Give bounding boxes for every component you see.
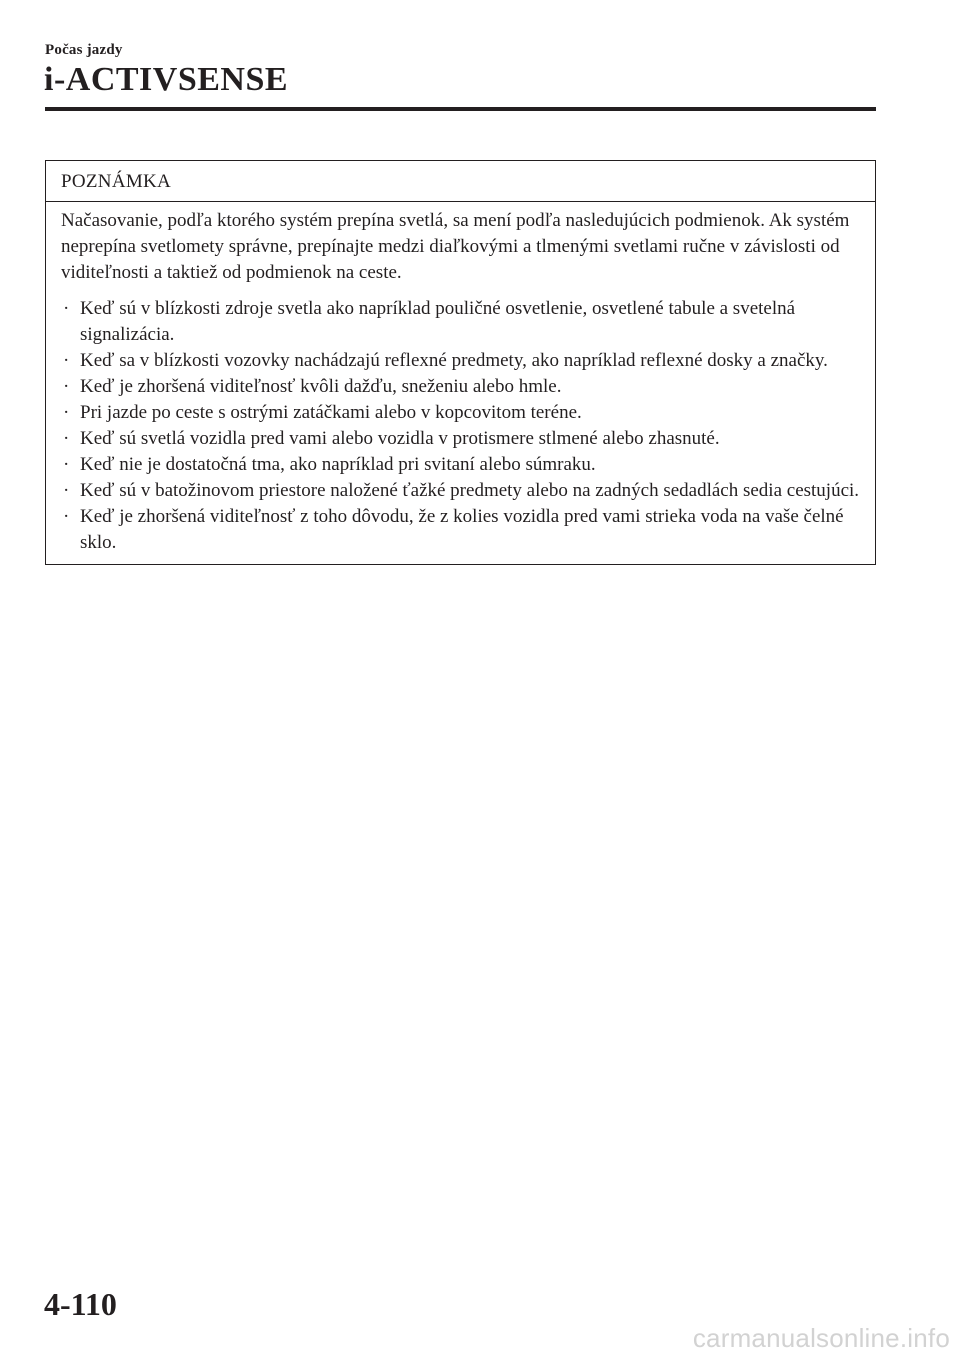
list-item-text: Keď je zhoršená viditeľnosť kvôli dažďu, sneženiu alebo hmle. (80, 376, 562, 397)
list-item-text: Keď sú v blízkosti zdroje svetla ako napríklad pouličné osvetlenie, osvetlené tabule a svetelná signalizácia. (80, 298, 796, 345)
list-item-text: Keď sa v blízkosti vozovky nachádzajú reflexné predmety, ako napríklad reflexné dosky a značky. (80, 350, 828, 371)
chapter-title: i-ACTIVSENSE (44, 61, 289, 98)
list-item (61, 478, 860, 504)
note-body (46, 202, 875, 564)
watermark: carmanualsonline.info (692, 1323, 950, 1353)
list-item-text: Keď je zhoršená viditeľnosť z toho dôvodu, že z kolies vozidla pred vami strieka voda na vaše čelné sklo. (80, 506, 844, 553)
note-box (45, 160, 876, 565)
note-list (61, 296, 860, 556)
list-item-text: Keď sú svetlá vozidla pred vami alebo vozidla v protismere stlmené alebo zhasnuté. (80, 428, 720, 449)
bullet-dot: · (63, 402, 70, 423)
bullet-dot: · (63, 350, 70, 371)
list-item (61, 504, 860, 556)
list-item-text: Pri jazde po ceste s ostrými zatáčkami alebo v kopcovitom teréne. (80, 402, 582, 423)
bullet-dot: · (63, 376, 70, 397)
list-item (61, 452, 860, 478)
list-item-text: Keď nie je dostatočná tma, ako napríklad pri svitaní alebo súmraku. (80, 454, 596, 475)
list-item (61, 296, 860, 348)
bullet-dot: · (63, 428, 70, 449)
list-item (61, 426, 860, 452)
bullet-dot: · (63, 506, 70, 527)
bullet-dot: · (63, 454, 70, 475)
list-item (61, 374, 860, 400)
bullet-dot: · (63, 298, 70, 319)
bullet-dot: · (63, 480, 70, 501)
note-heading: POZNÁMKA (46, 161, 875, 202)
page-number: 4-110 (44, 1286, 117, 1322)
title-rule (45, 107, 876, 111)
note-intro: Načasovanie, podľa ktorého systém prepína svetlá, sa mení podľa nasledujúcich podmienok. Ak systém neprepína svetlomety správne, prepínajte medzi diaľkovými a tlmenými svetlami ručne v závislosti od viditeľnosti a taktiež od podmienok na ceste. (61, 210, 850, 283)
list-item (61, 348, 860, 374)
section-label: Počas jazdy (45, 42, 123, 58)
list-item-text: Keď sú v batožinovom priestore naložené ťažké predmety alebo na zadných sedadlách sedia cestujúci. (80, 480, 860, 501)
list-item (61, 400, 860, 426)
